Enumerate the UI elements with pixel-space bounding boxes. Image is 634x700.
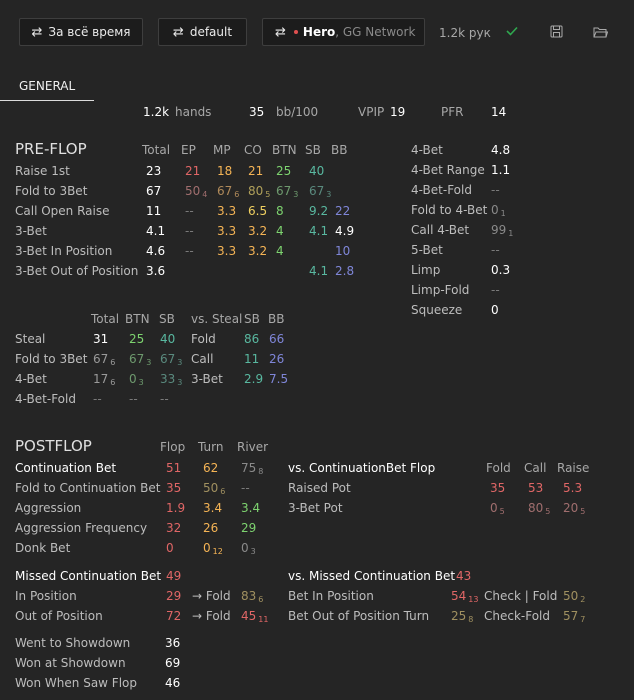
postflop-title: POSTFLOP [15, 437, 92, 455]
stat-value[interactable]: -- [93, 392, 102, 406]
row-label: 5-Bet [411, 243, 443, 257]
stat-value[interactable]: 18 [217, 164, 233, 178]
row-label: Fold to 4-Bet [411, 203, 488, 217]
section-title: Missed Continuation Bet [15, 569, 162, 583]
stat-value[interactable]: -- [491, 243, 500, 257]
stat-value[interactable]: 1.1 [491, 163, 511, 177]
row-label: Raised Pot [288, 481, 351, 495]
row-label: Limp [411, 263, 441, 277]
column-header: Fold [486, 461, 511, 475]
row-label: Fold [191, 332, 216, 346]
stat-value[interactable]: 43 [456, 569, 472, 583]
stat-value[interactable]: 17 $_6$ [93, 372, 116, 387]
stat-value[interactable]: 40 [160, 332, 176, 346]
stat-value[interactable]: 29 [166, 589, 182, 603]
row-label: Continuation Bet [15, 461, 117, 475]
stat-value[interactable]: 25 [276, 164, 292, 178]
stat-value[interactable]: 75 $_8$ [241, 461, 264, 476]
row-label: Aggression [15, 501, 82, 515]
column-header: SB [159, 312, 175, 326]
sample-size: 3 [250, 547, 256, 556]
sample-size: 3 [177, 378, 183, 387]
sample-size: 3 [146, 358, 152, 367]
column-header: BB [268, 312, 285, 326]
stat-value[interactable]: 50 $_2$ [563, 589, 586, 604]
row-label: Squeeze [411, 303, 463, 317]
period-label: За всё время [48, 25, 131, 39]
stat-value[interactable]: 10 [335, 244, 351, 258]
column-header: Total [91, 312, 120, 326]
row-label: Check | Fold [484, 589, 558, 603]
row-label: Bet Out of Position Turn [288, 609, 430, 623]
stat-value[interactable]: 20 $_5$ [563, 501, 586, 516]
row-label: Fold to 3Bet [15, 352, 88, 366]
pfr-label: PFR [441, 105, 464, 119]
column-header: SB [244, 312, 260, 326]
stat-value[interactable]: 50 $_4$ [185, 184, 208, 199]
row-label: → Fold [192, 609, 231, 623]
row-label: 4-Bet-Fold [15, 392, 76, 406]
stat-value[interactable]: 54 $_{13}$ [451, 589, 479, 604]
section-title: vs. Missed Continuation Bet [288, 569, 456, 583]
stat-value[interactable]: 46 [165, 676, 181, 690]
stat-value[interactable]: -- [185, 244, 194, 258]
save-icon[interactable] [550, 25, 563, 38]
sample-size: 8 [468, 615, 474, 624]
column-header: River [237, 440, 269, 454]
stat-value[interactable]: 51 [166, 461, 182, 475]
stat-value[interactable]: 32 [166, 521, 182, 535]
preflop-title: PRE-FLOP [15, 140, 87, 158]
stat-value[interactable]: 0 $_1$ [491, 203, 506, 218]
row-label: Fold to Continuation Bet [15, 481, 161, 495]
stat-value[interactable]: 4 [276, 224, 284, 238]
stat-value[interactable]: 35 [166, 481, 182, 495]
stat-value[interactable]: 4.1 [309, 224, 329, 238]
stat-value[interactable]: 7.5 [269, 372, 289, 386]
stat-value[interactable]: 11 [244, 352, 260, 366]
stat-value[interactable]: 67 [146, 184, 162, 198]
row-label: 3-Bet Out of Position [15, 264, 139, 278]
stat-value[interactable]: 25 $_8$ [451, 609, 474, 624]
sample-size: 4 [202, 190, 208, 199]
stat-value[interactable]: 4.1 [309, 264, 329, 278]
stat-value[interactable]: 26 [203, 521, 219, 535]
pfr-value: 14 [491, 105, 507, 119]
row-label: Limp-Fold [411, 283, 470, 297]
sample-size: 3 [177, 358, 183, 367]
row-label: Fold to 3Bet [15, 184, 88, 198]
sample-size: 5 [580, 507, 586, 516]
column-header: Turn [198, 440, 224, 454]
stat-value[interactable]: 3.3 [217, 224, 237, 238]
stat-value[interactable]: 33 $_3$ [160, 372, 183, 387]
column-header: Flop [160, 440, 186, 454]
filter-button[interactable] [158, 18, 247, 46]
stat-value[interactable]: 29 [241, 521, 257, 535]
row-label: 3-Bet [15, 224, 47, 238]
stat-value[interactable]: 35 [490, 481, 506, 495]
column-header: EP [181, 143, 196, 157]
network-dot-icon [294, 30, 298, 34]
player-name: Hero [302, 25, 336, 39]
row-label: Raise 1st [15, 164, 70, 178]
stat-value[interactable]: 3.2 [248, 224, 268, 238]
bb100-label: bb/100 [276, 105, 319, 119]
folder-icon[interactable] [593, 26, 608, 38]
stat-value[interactable]: 5.3 [563, 481, 583, 495]
stat-value[interactable]: 3.2 [248, 244, 268, 258]
sample-size: 11 [258, 615, 269, 624]
stat-value[interactable]: 67 $_3$ [309, 184, 332, 199]
sample-size: 7 [580, 615, 586, 624]
player-button[interactable] [262, 18, 425, 46]
stat-value[interactable]: 67 $_3$ [129, 352, 152, 367]
stat-value[interactable]: 0.3 [491, 263, 511, 277]
stat-value[interactable]: 67 $_3$ [276, 184, 299, 199]
stat-value[interactable]: 3.3 [217, 204, 237, 218]
stat-value[interactable]: 3.6 [146, 264, 166, 278]
swap-icon: ⇄ [172, 24, 184, 40]
stat-value[interactable]: 26 [269, 352, 285, 366]
stat-value[interactable]: 69 [165, 656, 181, 670]
row-label: Steal [15, 332, 46, 346]
player-network: , GG Network [335, 25, 416, 39]
sample-size: 5 [545, 507, 551, 516]
sample-size: 2 [580, 595, 586, 604]
hands-count: 1.2k рук [439, 26, 491, 40]
stat-value[interactable]: 53 [528, 481, 544, 495]
column-header: BTN [272, 143, 297, 157]
stat-value[interactable]: -- [185, 224, 194, 238]
sample-size: 6 [258, 595, 264, 604]
stat-value[interactable]: 21 [248, 164, 264, 178]
stat-value[interactable]: 4.6 [146, 244, 166, 258]
stat-value[interactable]: 8 [276, 204, 284, 218]
hands-value: 1.2k [143, 105, 170, 119]
row-label: Donk Bet [15, 541, 71, 555]
stat-value[interactable]: 0 $_{12}$ [203, 541, 223, 556]
tab-label: GENERAL [19, 79, 76, 93]
sample-size: 6 [234, 190, 240, 199]
stat-value[interactable]: 4.8 [491, 143, 511, 157]
row-label: Aggression Frequency [15, 521, 148, 535]
stat-value[interactable]: 36 [165, 636, 181, 650]
row-label: Out of Position [15, 609, 103, 623]
stat-value[interactable]: 11 [146, 204, 162, 218]
stat-value[interactable]: 2.8 [335, 264, 355, 278]
stat-value[interactable]: 2.9 [244, 372, 264, 386]
stat-value[interactable]: 3.4 [241, 501, 261, 515]
stat-value[interactable]: -- [241, 481, 250, 495]
stat-value[interactable]: 4.9 [335, 224, 355, 238]
sample-size: 8 [258, 467, 264, 476]
row-label: 4-Bet [411, 143, 443, 157]
tab-underline [0, 100, 94, 101]
row-label: In Position [15, 589, 77, 603]
section-title: vs. ContinuationBet Flop [288, 461, 436, 475]
column-header: BB [331, 143, 348, 157]
sample-size: 5 [265, 190, 271, 199]
stat-value[interactable]: 0 [491, 303, 499, 317]
stat-value[interactable]: 67 $_3$ [160, 352, 183, 367]
stat-value[interactable]: 25 [129, 332, 145, 346]
column-header: Raise [557, 461, 590, 475]
sample-size: 6 [110, 378, 116, 387]
sample-size: 1 [508, 229, 514, 238]
stat-value[interactable]: 1.9 [166, 501, 186, 515]
stat-value[interactable]: -- [491, 183, 500, 197]
stat-value[interactable]: 67 $_6$ [217, 184, 240, 199]
stat-value[interactable]: 4.1 [146, 224, 166, 238]
row-label: Check-Fold [484, 609, 551, 623]
stat-value[interactable]: 66 [269, 332, 285, 346]
check-icon[interactable] [505, 24, 519, 38]
sample-size: 13 [468, 595, 479, 604]
stat-value[interactable]: 21 [185, 164, 201, 178]
row-label: 4-Bet [15, 372, 47, 386]
stat-value[interactable]: -- [129, 392, 138, 406]
stat-value[interactable]: 86 [244, 332, 260, 346]
stat-value[interactable]: 22 [335, 204, 351, 218]
stat-value[interactable]: 50 $_6$ [203, 481, 226, 496]
stat-value[interactable]: 0 $_3$ [129, 372, 144, 387]
sample-size: 6 [110, 358, 116, 367]
stat-value[interactable]: 80 $_5$ [248, 184, 271, 199]
stat-value[interactable]: 83 $_6$ [241, 589, 264, 604]
period-button[interactable] [19, 18, 143, 46]
swap-icon: ⇄ [275, 24, 286, 40]
sample-size: 1 [500, 209, 506, 218]
row-label: Call 4-Bet [411, 223, 470, 237]
stat-value[interactable]: 57 $_7$ [563, 609, 586, 624]
column-header: CO [244, 143, 262, 157]
stat-value[interactable]: 0 $_3$ [241, 541, 256, 556]
stat-value[interactable]: 6.5 [248, 204, 268, 218]
row-label: 4-Bet Range [411, 163, 485, 177]
vpip-label: VPIP [358, 105, 385, 119]
row-label: 4-Bet-Fold [411, 183, 472, 197]
sample-size: 3 [138, 378, 144, 387]
row-label: 3-Bet In Position [15, 244, 113, 258]
stat-value[interactable]: 49 [166, 569, 182, 583]
row-label: 3-Bet Pot [288, 501, 343, 515]
row-label: Call Open Raise [15, 204, 110, 218]
tab-general[interactable] [0, 76, 94, 101]
stat-value[interactable]: 0 [166, 541, 174, 555]
stat-value[interactable]: 9.2 [309, 204, 329, 218]
column-header: SB [305, 143, 321, 157]
stat-value[interactable]: 0 $_5$ [490, 501, 505, 516]
sample-size: 6 [220, 487, 226, 496]
bb100-value: 35 [249, 105, 265, 119]
column-header: BTN [125, 312, 150, 326]
row-label: → Fold [192, 589, 231, 603]
row-label: Won at Showdown [15, 656, 126, 670]
row-label: 3-Bet [191, 372, 223, 386]
hands-label: hands [175, 105, 212, 119]
stat-value[interactable]: -- [185, 204, 194, 218]
column-header: Total [142, 143, 171, 157]
stat-value[interactable]: 4 [276, 244, 284, 258]
stat-value[interactable]: 99 $_1$ [491, 223, 514, 238]
sample-size: 3 [293, 190, 299, 199]
stat-value[interactable]: 3.4 [203, 501, 223, 515]
row-label: Bet In Position [288, 589, 374, 603]
row-label: Won When Saw Flop [15, 676, 137, 690]
stat-value[interactable]: 23 [146, 164, 162, 178]
stat-value[interactable]: 67 $_6$ [93, 352, 116, 367]
stat-value[interactable]: 80 $_5$ [528, 501, 551, 516]
filter-label: default [189, 25, 233, 39]
swap-icon: ⇄ [31, 24, 43, 40]
stat-value[interactable]: 45 $_{11}$ [241, 609, 269, 624]
stat-value[interactable]: 3.3 [217, 244, 237, 258]
row-label: Went to Showdown [15, 636, 131, 650]
stat-value[interactable]: -- [160, 392, 169, 406]
stat-value[interactable]: 31 [93, 332, 109, 346]
sample-size: 5 [499, 507, 505, 516]
stat-value[interactable]: 40 [309, 164, 325, 178]
column-header: vs. Steal [191, 312, 243, 326]
stat-value[interactable]: 72 [166, 609, 182, 623]
sample-size: 3 [326, 190, 332, 199]
row-label: Call [191, 352, 214, 366]
stat-value[interactable]: 62 [203, 461, 219, 475]
sample-size: 12 [212, 547, 223, 556]
column-header: Call [524, 461, 547, 475]
stat-value[interactable]: -- [491, 283, 500, 297]
vpip-value: 19 [390, 105, 406, 119]
column-header: MP [213, 143, 231, 157]
